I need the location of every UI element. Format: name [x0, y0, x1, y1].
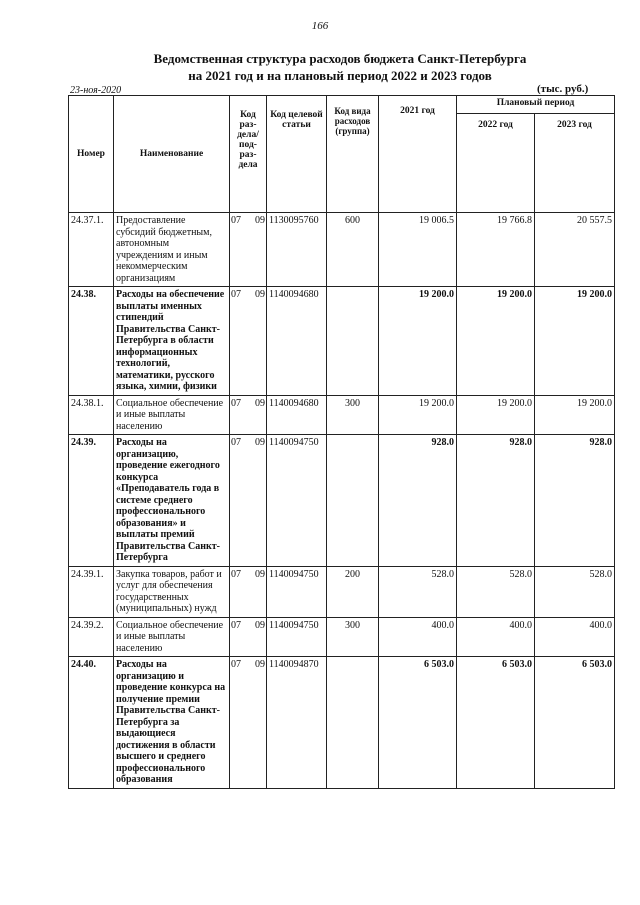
row-expense-type — [327, 287, 379, 396]
units-label: (тыс. руб.) — [537, 83, 589, 95]
row-amount-2022: 528.0 — [457, 566, 535, 617]
row-amount-2022: 19 200.0 — [457, 287, 535, 396]
row-number: 24.37.1. — [69, 213, 114, 287]
row-target-code: 1140094750 — [267, 617, 327, 657]
row-number: 24.39.1. — [69, 566, 114, 617]
title-line-1: Ведомственная структура расходов бюджета Санкт-Петербурга — [153, 51, 527, 66]
row-section — [230, 395, 267, 435]
row-target-code: 1140094870 — [267, 657, 327, 789]
row-target-code: 1140094750 — [267, 566, 327, 617]
row-name: Расходы на обеспечение выплаты именных стипендий Правительства Санкт-Петербурга в области информационных технологий, математики, русского языка, химии, физики — [114, 287, 230, 396]
row-amount-2021: 6 503.0 — [379, 657, 457, 789]
header-section: Код раз-дела/ под-раз-дела — [230, 96, 267, 213]
row-expense-type: 200 — [327, 566, 379, 617]
row-name: Расходы на организацию, проведение ежегодного конкурса «Преподаватель года в системе среднего профессионального образования» и выплаты премий Правительства Санкт-Петербурга — [114, 435, 230, 567]
row-subsection-code: 09 — [255, 568, 265, 580]
budget-table — [68, 95, 615, 789]
row-expense-type: 300 — [327, 395, 379, 435]
row-subsection-code: 09 — [255, 659, 265, 670]
row-section-code: 07 — [231, 289, 241, 300]
row-expense-type — [327, 657, 379, 789]
row-amount-2021: 928.0 — [379, 435, 457, 567]
header-planned-period: Плановый период — [457, 96, 615, 114]
row-name: Социальное обеспечение и иные выплаты населению — [114, 395, 230, 435]
row-section-code: 07 — [231, 619, 241, 631]
row-expense-type: 300 — [327, 617, 379, 657]
row-amount-2023: 20 557.5 — [535, 213, 615, 287]
row-section-code: 07 — [231, 659, 241, 670]
table-header — [69, 96, 615, 213]
row-section-code: 07 — [231, 568, 241, 580]
row-section-code: 07 — [231, 437, 241, 448]
row-section-code: 07 — [231, 397, 241, 409]
row-amount-2022: 6 503.0 — [457, 657, 535, 789]
row-amount-2021: 19 200.0 — [379, 287, 457, 396]
row-amount-2021: 19 200.0 — [379, 395, 457, 435]
row-subsection-code: 09 — [255, 289, 265, 300]
row-amount-2023: 19 200.0 — [535, 287, 615, 396]
row-section — [230, 435, 267, 567]
header-2023: 2023 год — [535, 114, 615, 213]
row-name: Предоставление субсидий бюджетным, автономным учреждениям и иным некоммерческим организациям — [114, 213, 230, 287]
row-section — [230, 657, 267, 789]
header-2021: 2021 год — [379, 96, 457, 213]
header-target: Код целевой статьи — [267, 96, 327, 213]
row-target-code: 1140094750 — [267, 435, 327, 567]
row-amount-2022: 19 766.8 — [457, 213, 535, 287]
row-expense-type: 600 — [327, 213, 379, 287]
row-number: 24.39.2. — [69, 617, 114, 657]
header-expense-type: Код вида расходов (группа) — [327, 96, 379, 213]
row-subsection-code: 09 — [255, 215, 265, 226]
table-row — [69, 213, 615, 287]
row-amount-2023: 928.0 — [535, 435, 615, 567]
row-section-code: 07 — [231, 215, 241, 226]
row-amount-2021: 19 006.5 — [379, 213, 457, 287]
table-body — [69, 213, 615, 789]
row-target-code: 1140094680 — [267, 287, 327, 396]
row-amount-2021: 400.0 — [379, 617, 457, 657]
table-row — [69, 657, 615, 789]
row-number: 24.40. — [69, 657, 114, 789]
row-number: 24.39. — [69, 435, 114, 567]
row-section — [230, 287, 267, 396]
row-name: Закупка товаров, работ и услуг для обеспечения государственных (муниципальных) нужд — [114, 566, 230, 617]
row-subsection-code: 09 — [255, 619, 265, 631]
document-date: 23-ноя-2020 — [70, 85, 122, 96]
row-amount-2022: 928.0 — [457, 435, 535, 567]
row-amount-2023: 19 200.0 — [535, 395, 615, 435]
row-target-code: 1140094680 — [267, 395, 327, 435]
row-name: Социальное обеспечение и иные выплаты населению — [114, 617, 230, 657]
page-number: 166 — [311, 20, 329, 32]
header-name: Наименование — [114, 96, 230, 213]
row-section — [230, 213, 267, 287]
row-subsection-code: 09 — [255, 437, 265, 448]
document-title — [100, 50, 580, 84]
row-expense-type — [327, 435, 379, 567]
table-row — [69, 395, 615, 435]
table-row — [69, 435, 615, 567]
row-number: 24.38.1. — [69, 395, 114, 435]
row-amount-2023: 528.0 — [535, 566, 615, 617]
title-line-2: на 2021 год и на плановый период 2022 и 2023 годов — [188, 68, 492, 83]
row-number: 24.38. — [69, 287, 114, 396]
row-amount-2021: 528.0 — [379, 566, 457, 617]
row-section — [230, 566, 267, 617]
table-row — [69, 287, 615, 396]
table-row — [69, 566, 615, 617]
header-number: Номер — [69, 96, 114, 213]
row-amount-2022: 400.0 — [457, 617, 535, 657]
header-2022: 2022 год — [457, 114, 535, 213]
table-row — [69, 617, 615, 657]
row-target-code: 1130095760 — [267, 213, 327, 287]
row-section — [230, 617, 267, 657]
row-subsection-code: 09 — [255, 397, 265, 409]
row-amount-2023: 400.0 — [535, 617, 615, 657]
row-name: Расходы на организацию и проведение конкурса на получение премии Правительства Санкт-Петербурга за выдающиеся достижения в области высшего и среднего профессионального образования — [114, 657, 230, 789]
row-amount-2022: 19 200.0 — [457, 395, 535, 435]
row-amount-2023: 6 503.0 — [535, 657, 615, 789]
